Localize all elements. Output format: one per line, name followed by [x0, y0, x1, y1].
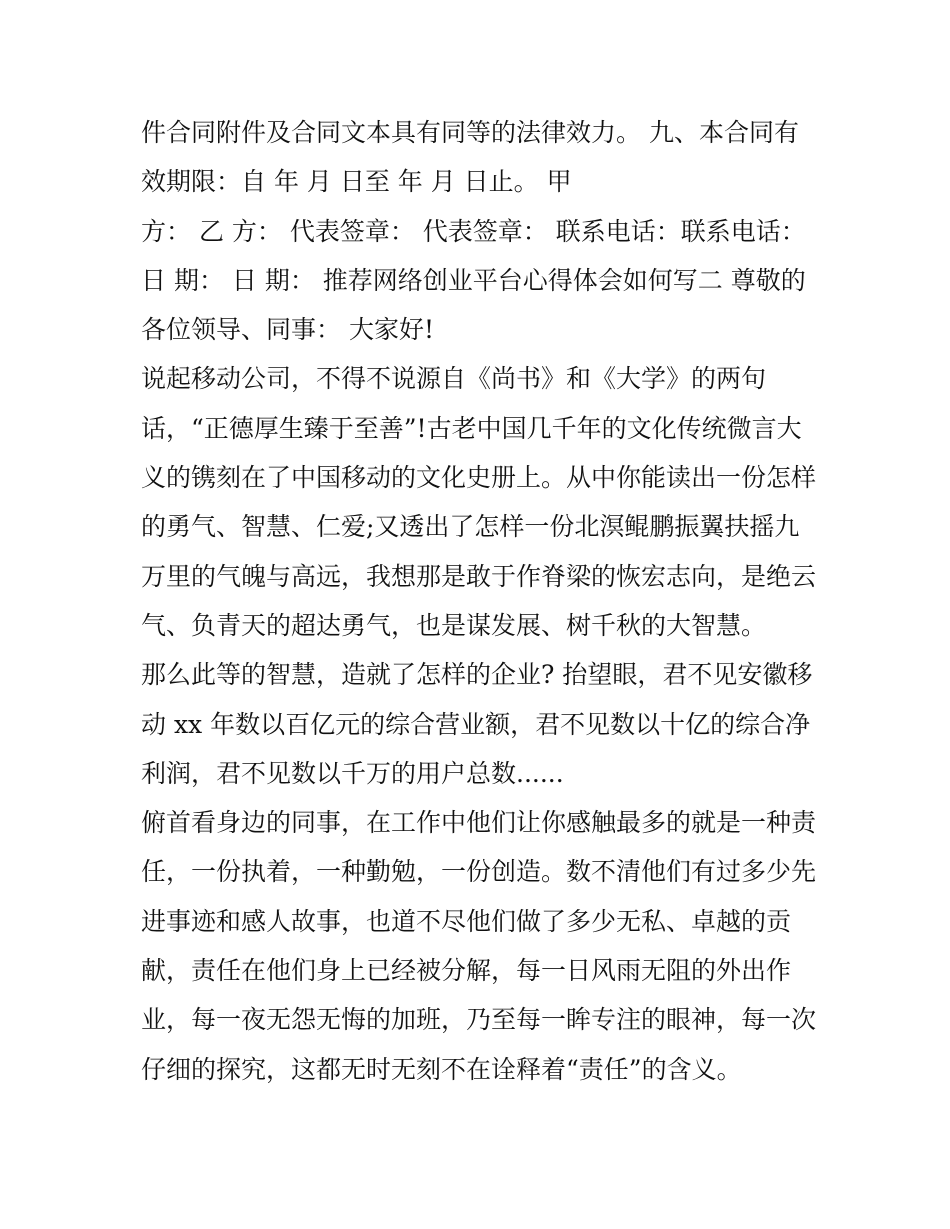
text-line: 任，一份执着，一种勤勉，一份创造。数不清他们有过多少先	[141, 857, 817, 887]
text-line: 的勇气、智慧、仁爱;又透出了怎样一份北溟鲲鹏振翼扶摇九	[141, 512, 800, 542]
text-line: 进事迹和感人故事，也道不尽他们做了多少无私、卓越的贡	[141, 906, 792, 936]
text-line: 效期限：自 年 月 日至 年 月 日止。 甲	[141, 167, 572, 197]
text-line: 日 期： 日 期： 推荐网络创业平台心得体会如何写二 尊敬的	[141, 265, 806, 295]
text-line: 话，“正德厚生臻于至善”!古老中国几千年的文化传统微言大	[141, 413, 802, 443]
text-line: 各位领导、同事： 大家好!	[141, 315, 434, 345]
text-line: 万里的气魄与高远，我想那是敢于作脊梁的恢宏志向，是绝云	[141, 561, 817, 591]
text-line: 俯首看身边的同事，在工作中他们让你感触最多的就是一种责	[141, 808, 817, 838]
document-body	[141, 108, 821, 1094]
text-line: 动 xx 年数以百亿元的综合营业额，君不见数以十亿的综合净	[141, 709, 811, 739]
text-line: 件合同附件及合同文本具有同等的法律效力。 九、本合同有	[141, 118, 799, 147]
text-line: 方： 乙 方： 代表签章： 代表签章： 联系电话：联系电话：	[141, 216, 806, 246]
text-line: 说起移动公司，不得不说源自《尚书》和《大学》的两句	[141, 364, 767, 394]
text-line: 利润，君不见数以千万的用户总数......	[141, 758, 564, 788]
text-line: 献，责任在他们身上已经被分解，每一日风雨无阻的外出作	[141, 956, 792, 986]
text-line: 气、负青天的超达勇气，也是谋发展、树千秋的大智慧。	[141, 610, 767, 640]
text-line: 那么此等的智慧，造就了怎样的企业? 抬望眼，君不见安徽移	[141, 660, 813, 690]
text-line: 仔细的探究，这都无时无刻不在诠释着“责任”的含义。	[141, 1054, 742, 1084]
text-line: 业，每一夜无怨无悔的加班，乃至每一眸专注的眼神，每一次	[141, 1005, 817, 1035]
text-line: 义的镌刻在了中国移动的文化史册上。从中你能读出一份怎样	[141, 463, 817, 493]
